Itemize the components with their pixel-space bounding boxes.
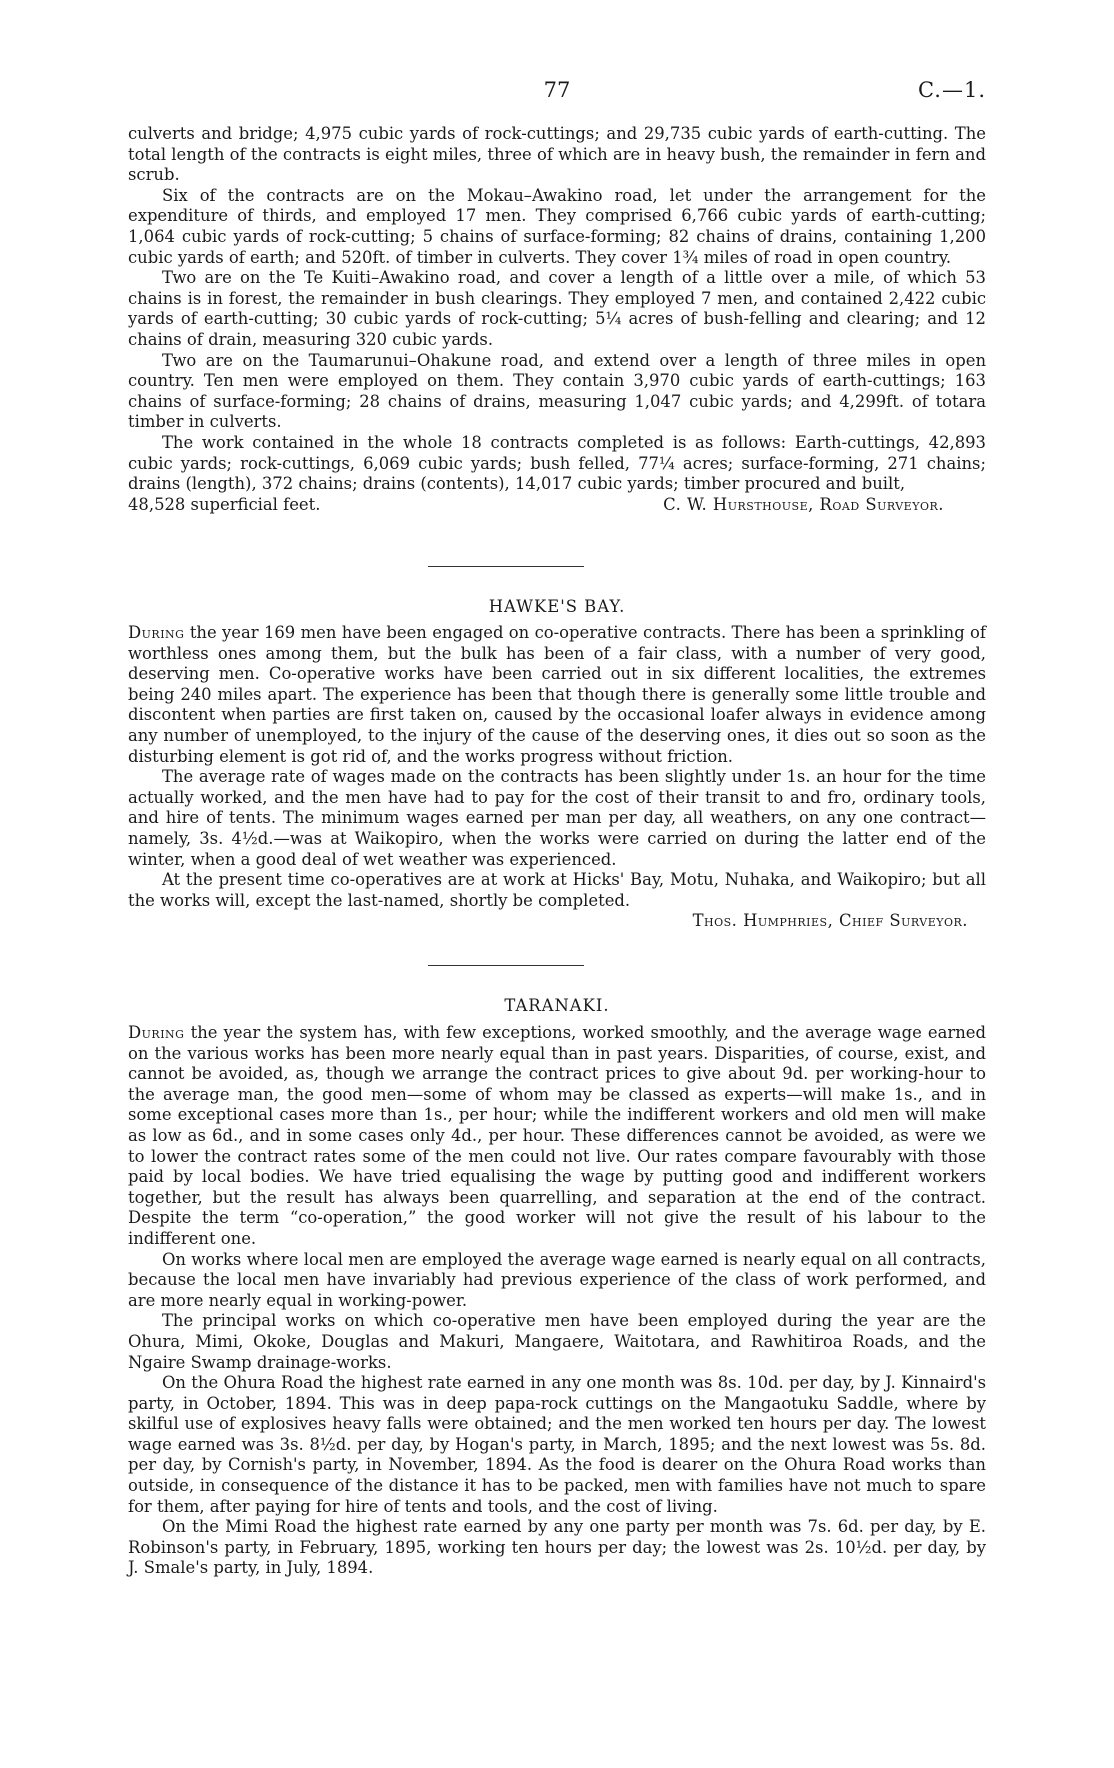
page-number: 77 bbox=[543, 78, 571, 102]
section-heading-taranaki: TARANAKI. bbox=[504, 996, 610, 1015]
paragraph: The principal works on which co-operative men have been employed during the year are the Ohura, Mimi, Okoke, Douglas and Makuri, Mangaere, Waitotara, and Rawhitiroa Roads, and the Ngaire Swamp drainage-works. bbox=[128, 1311, 986, 1372]
paragraph: On works where local men are employed the average wage earned is nearly equal on all contracts, because the local men have invariably had previous experience of the class of work performed, and are more nearly equal in working-power. bbox=[128, 1249, 986, 1310]
closing-line bbox=[128, 495, 986, 516]
paragraph bbox=[128, 623, 986, 767]
paragraph-text: the year the system has, with few exceptions, worked smoothly, and the average wage earned on the various works has been more nearly equal than in past years. Disparities, of course, exist, and cannot be avoided, as, though we arrange the contract prices to give about 9d. per working-hour to the average man, the good men—some of whom may be classed as experts—will make 1s., and in some exceptional cases more than 1s., per hour; while the indifferent workers and old men will make as low as 6d., and in some cases only 4d., per hour. These differences cannot be avoided, as were we to lower the contract rates some of the men could not live. Our rates compare favourably with those paid by local bodies. We have tried equalising the wage by putting good and indifferent workers together, but the result has always been quarrelling, and separation at the end of the contract. Despite the term “co-operation,” the good worker will not give the result of his labour to the indifferent one. bbox=[128, 1023, 986, 1248]
section-divider bbox=[428, 566, 584, 567]
paragraph: Two are on the Taumarunui–Ohakune road, and extend over a length of three miles in open country. Ten men were employed on them. They contain 3,970 cubic yards of earth-cuttings; 163 chains of surface-forming; 28 chains of drains, measuring 1,047 cubic yards; and 4,299ft. of totara timber in culverts. bbox=[128, 350, 986, 432]
paragraph-end: 48,528 superficial feet. bbox=[128, 494, 321, 514]
waikato-section bbox=[128, 124, 986, 515]
paragraph: At the present time co-operatives are at work at Hicks' Bay, Motu, Nuhaka, and Waikopiro; but all the works will, except the last-named, shortly be completed. bbox=[128, 870, 986, 910]
section-divider bbox=[428, 965, 584, 966]
signature: Thos. Humphries, Chief Surveyor. bbox=[692, 911, 968, 931]
paragraph: The average rate of wages made on the contracts has been slightly under 1s. an hour for the time actually worked, and the men have had to pay for the cost of their transit to and fro, ordinary tools, and hire of tents. The minimum wages earned per man per day, all weathers, on any one contract—namely, 3s. 4½d.—was at Waikopiro, when the works were carried on during the latter end of the winter, when a good deal of wet weather was experienced. bbox=[128, 767, 986, 869]
paragraph: Two are on the Te Kuiti–Awakino road, and cover a length of a little over a mile, of which 53 chains is in forest, the remainder in bush clearings. They employed 7 men, and contained 2,422 cubic yards of earth-cutting; 30 cubic yards of rock-cutting; 5¼ acres of bush-felling and clearing; and 12 chains of drain, measuring 320 cubic yards. bbox=[128, 268, 986, 349]
section-heading-hawkes-bay: HAWKE'S BAY. bbox=[488, 597, 626, 616]
paragraph bbox=[128, 1023, 986, 1250]
lead-word: During bbox=[128, 1023, 185, 1042]
taranaki-section bbox=[128, 1023, 986, 1579]
lead-word: During bbox=[128, 623, 185, 642]
signature: C. W. Hursthouse, Road Surveyor. bbox=[663, 494, 944, 514]
paragraph: On the Mimi Road the highest rate earned by any one party per month was 7s. 6d. per day, by E. Robinson's party, in February, 1895, working ten hours per day; the lowest was 2s. 10½d. per day, by J. Smale's party, in July, 1894. bbox=[128, 1517, 986, 1578]
page-header bbox=[128, 78, 986, 108]
paragraph: The work contained in the whole 18 contracts completed is as follows: Earth-cuttings, 42,893 cubic yards; rock-cuttings, 6,069 cubic yards; bush felled, 77¼ acres; surface-forming, 271 chains; drains (length), 372 chains; drains (contents), 14,017 cubic yards; timber procured and built, bbox=[128, 432, 986, 494]
paragraph: Six of the contracts are on the Mokau–Awakino road, let under the arrangement for the expenditure of thirds, and employed 17 men. They comprised 6,766 cubic yards of earth-cutting; 1,064 cubic yards of rock-cutting; 5 chains of surface-forming; 82 chains of drains, containing 1,200 cubic yards of earth; and 520ft. of timber in culverts. They cover 1¾ miles of road in open country. bbox=[128, 185, 986, 267]
paragraph: On the Ohura Road the highest rate earned in any one month was 8s. 10d. per day, by J. Kinnaird's party, in October, 1894. This was in deep papa-rock cuttings on the Mangaotuku Saddle, where by skilful use of explosives heavy falls were obtained; and the men worked ten hours per day. The lowest wage earned was 3s. 8½d. per day, by Hogan's party, in March, 1895; and the next lowest was 5s. 8d. per day, by Cornish's party, in November, 1894. As the food is dearer on the Ohura Road works than outside, in consequence of the distance it has to be packed, men with families have not much to spare for them, after paying for hire of tents and tools, and the cost of living. bbox=[128, 1373, 986, 1516]
paragraph: culverts and bridge; 4,975 cubic yards of rock-cuttings; and 29,735 cubic yards of earth-cutting. The total length of the contracts is eight miles, three of which are in heavy bush, the remainder in fern and scrub. bbox=[128, 124, 986, 185]
hawkes-bay-section bbox=[128, 623, 986, 932]
page-reference: C.—1. bbox=[917, 78, 986, 102]
paragraph-text: the year 169 men have been engaged on co-operative contracts. There has been a sprinkling of worthless ones among them, but the bulk has been of a fair class, with a number of very good, deserving men. Co-operative works have been carried out in six different localities, the extremes being 240 miles apart. The experience has been that though there is generally some little trouble and discontent when parties are first taken on, caused by the occasional loafer always in evidence among any number of unemployed, to the injury of the cause of the deserving ones, it dies out so soon as the disturbing element is got rid of, and the works progress without friction. bbox=[128, 623, 986, 766]
